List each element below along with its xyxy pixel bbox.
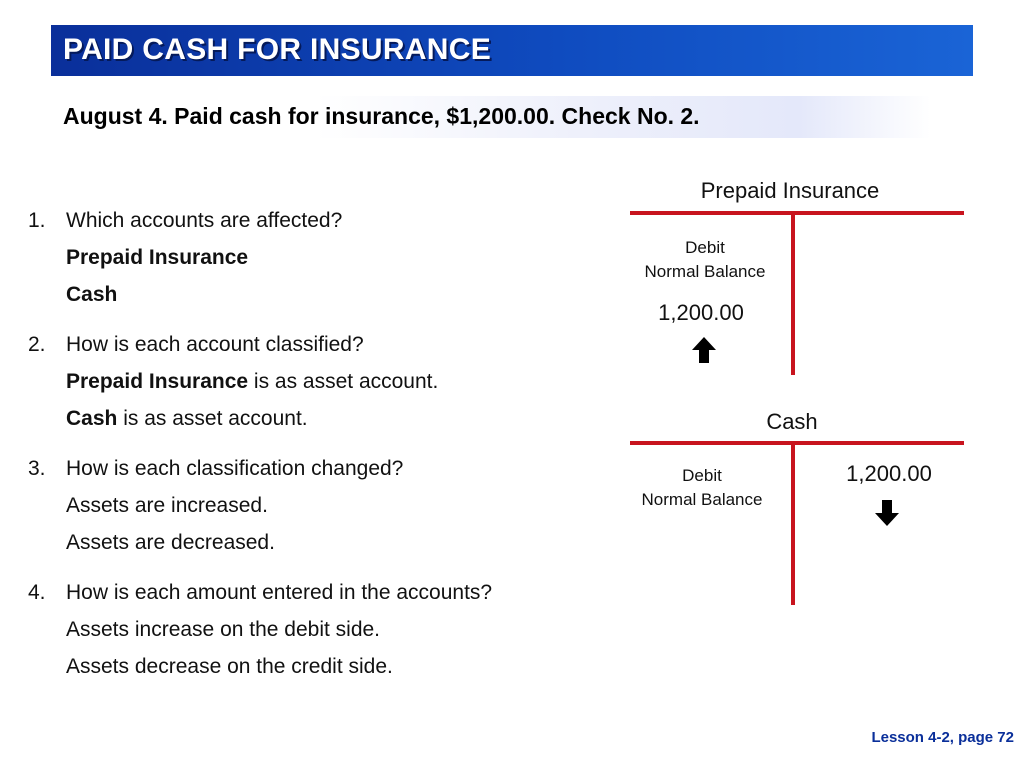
question-number: 4.	[28, 581, 46, 604]
question-item	[28, 574, 608, 685]
answer-line: Assets increase on the debit side.	[66, 618, 381, 641]
question-item	[28, 450, 608, 561]
t-account-divider	[791, 441, 795, 605]
transaction-description: August 4. Paid cash for insurance, $1,200.00. Check No. 2.	[63, 103, 700, 129]
debit-label-line: Debit	[682, 466, 722, 485]
transaction-band	[51, 96, 931, 138]
answer-rest: is as asset account.	[117, 407, 308, 430]
question-text: Which accounts are affected?	[66, 209, 343, 232]
answer-rest: is as asset account.	[248, 370, 439, 393]
question-text: How is each amount entered in the accounts?	[66, 581, 493, 604]
question-item	[28, 326, 608, 437]
t-account-title: Prepaid Insurance	[700, 178, 880, 203]
answer-line: Assets decrease on the credit side.	[66, 655, 393, 678]
t-account-title: Cash	[766, 409, 818, 434]
question-number: 2.	[28, 333, 46, 356]
title-bar	[51, 25, 973, 76]
answer-account: Cash	[66, 407, 118, 430]
normal-balance-label: Normal Balance	[641, 490, 763, 509]
answer-line: Assets are increased.	[66, 494, 268, 517]
question-number: 3.	[28, 457, 46, 480]
debit-label	[627, 464, 777, 512]
question-list	[28, 202, 608, 698]
answer-line: Cash	[66, 283, 118, 306]
question-text: How is each classification changed?	[66, 457, 404, 480]
answer-line: Assets are decreased.	[66, 531, 275, 554]
slide-title: PAID CASH FOR INSURANCE	[63, 33, 492, 66]
debit-label	[630, 236, 780, 284]
arrow-up-icon	[690, 335, 718, 370]
question-text: How is each account classified?	[66, 333, 364, 356]
answer-account: Prepaid Insurance	[66, 370, 249, 393]
question-item	[28, 202, 608, 313]
debit-label-line: Debit	[685, 238, 725, 257]
answer-line	[28, 363, 608, 400]
t-account-top-line	[630, 441, 964, 445]
debit-amount: 1,200.00	[658, 300, 744, 325]
answer-line	[28, 400, 608, 437]
credit-amount: 1,200.00	[846, 461, 932, 486]
t-account-top-line	[630, 211, 964, 215]
answer-line: Prepaid Insurance	[66, 246, 249, 269]
lesson-reference: Lesson 4-2, page 72	[871, 729, 1014, 746]
arrow-down-icon	[873, 498, 901, 533]
t-account-divider	[791, 211, 795, 375]
normal-balance-label: Normal Balance	[644, 262, 766, 281]
question-number: 1.	[28, 209, 46, 232]
